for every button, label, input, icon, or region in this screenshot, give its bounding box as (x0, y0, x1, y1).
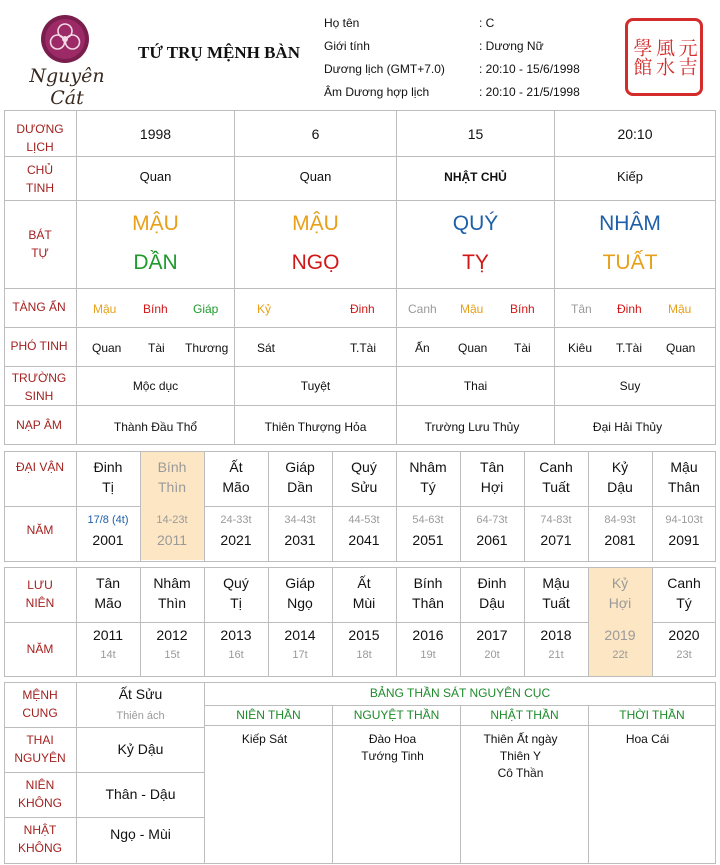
luu-nien-age[interactable]: 15t (164, 649, 180, 661)
pillar-hour-can: NHÂM (599, 212, 661, 235)
dai-van-can[interactable]: Quý (351, 459, 377, 475)
than-sat-item: Kiếp Sát (241, 732, 288, 746)
luu-nien-age[interactable]: 16t (228, 649, 244, 661)
pillar-year-can: MẬU (132, 212, 179, 235)
info-value: : C (479, 16, 495, 30)
luu-nien-age[interactable]: 18t (356, 649, 372, 661)
luu-nien-chi[interactable]: Mùi (352, 595, 376, 611)
pillar-day-nap-am: Trường Lưu Thủy (424, 420, 520, 434)
info-block (324, 16, 624, 108)
dai-van-can[interactable]: Tân (479, 459, 505, 475)
dai-van-age[interactable]: 34-43t (284, 514, 316, 526)
luu-nien-can[interactable]: Đinh (477, 575, 507, 591)
pillar-month-chi: NGỌ (291, 251, 340, 274)
tang-an-item: Bính (143, 302, 168, 316)
label-menh-cung: MỆNH CUNG (22, 688, 58, 720)
pillar-month-can: MẬU (292, 212, 339, 235)
luu-nien-chi[interactable]: Tuất (542, 595, 570, 611)
info-label: Dương lịch (GMT+7.0) (324, 62, 445, 76)
dai-van-can[interactable]: Kỷ (611, 459, 629, 475)
dai-van-chi[interactable]: Thìn (157, 479, 186, 495)
label-truong-sinh: TRƯỜNG SINH (11, 371, 67, 403)
than-sat-header: NHẬT THẦN (490, 708, 559, 722)
pillar-hour-duong-lich: 20:10 (617, 126, 653, 142)
pho-tinh-item: Tài (514, 341, 531, 355)
pillar-hour-truong-sinh: Suy (619, 379, 641, 393)
info-row (324, 62, 624, 85)
info-row (324, 16, 624, 39)
luu-nien-age[interactable]: 19t (420, 649, 436, 661)
label-nap-am: NẠP ÂM (16, 418, 62, 432)
nhat-khong-value: Ngọ - Mùi (110, 826, 171, 842)
info-value: : 20:10 - 21/5/1998 (479, 85, 580, 99)
luu-nien-chi[interactable]: Thân (412, 595, 444, 611)
than-sat-item: Cô Thần (497, 766, 544, 780)
dai-van-year[interactable]: 2061 (476, 532, 508, 548)
pillar-day-duong-lich: 15 (467, 126, 484, 142)
luu-nien-chi[interactable]: Tý (676, 595, 692, 611)
label-nam: NĂM (26, 523, 54, 537)
pho-tinh-item: Kiêu (568, 341, 593, 355)
luu-nien-year[interactable]: 2020 (668, 627, 700, 643)
luu-nien-year[interactable]: 2012 (156, 627, 188, 643)
tang-an-item: Canh (408, 302, 437, 316)
dai-van-chi[interactable]: Dậu (607, 479, 633, 495)
info-label: Họ tên (324, 16, 360, 30)
luu-nien-year[interactable]: 2018 (540, 627, 572, 643)
pho-tinh-item: Quan (92, 341, 122, 355)
luu-nien-can[interactable]: Giáp (285, 575, 315, 591)
thai-nguyen-value: Kỷ Dậu (117, 741, 164, 757)
dai-van-can[interactable]: Mậu (670, 459, 698, 475)
luu-nien-year[interactable]: 2019 (604, 627, 636, 643)
luu-nien-chi[interactable]: Mão (94, 595, 122, 611)
luu-nien-can[interactable]: Canh (667, 575, 701, 591)
label-tang-an: TÀNG ẨN (12, 300, 66, 314)
luu-nien-age[interactable]: 20t (484, 649, 500, 661)
luu-nien-can[interactable]: Kỷ (611, 575, 629, 591)
luu-nien-age[interactable]: 23t (676, 649, 692, 661)
brand-name: Nguyên Cát (29, 65, 105, 109)
dai-van-age[interactable]: 24-33t (220, 514, 252, 526)
luu-nien-age[interactable]: 14t (100, 649, 116, 661)
pho-tinh-item: Tài (148, 341, 165, 355)
label-luu-nien: LƯU NIÊN (25, 578, 55, 610)
dai-van-year[interactable]: 2091 (668, 532, 700, 548)
info-label: Giới tính (324, 39, 370, 53)
dai-van-age[interactable]: 74-83t (540, 514, 572, 526)
dai-van-age[interactable]: 44-53t (348, 514, 380, 526)
dai-van-year[interactable]: 2071 (540, 532, 572, 548)
info-label: Âm Dương hợp lịch (324, 85, 430, 99)
than-sat-item: Tướng Tinh (361, 749, 424, 763)
tang-an-item: Giáp (193, 302, 219, 316)
pillar-day-can: QUÝ (452, 212, 499, 235)
page-title: TỨ TRỤ MỆNH BÀN (138, 43, 300, 62)
tang-an-item: Bính (510, 302, 535, 316)
luu-nien-chi[interactable]: Ngọ (287, 595, 313, 611)
pillars-table (4, 110, 716, 445)
dai-van-chi[interactable]: Tị (102, 479, 114, 495)
luu-nien-year[interactable]: 2013 (220, 627, 252, 643)
than-sat-header: THỜI THẦN (619, 708, 685, 722)
tang-an-item: Đinh (350, 302, 375, 316)
dai-van-can[interactable]: Đinh (93, 459, 123, 475)
pillar-year-duong-lich: 1998 (139, 126, 172, 142)
info-value: : 20:10 - 15/6/1998 (479, 62, 580, 76)
label-nam: NĂM (26, 642, 54, 656)
dai-van-can[interactable]: Nhâm (409, 459, 447, 475)
luu-nien-chi[interactable]: Dậu (479, 595, 505, 611)
pho-tinh-item: Thương (185, 341, 229, 355)
label-dai-van: ĐẠI VẬN (15, 460, 64, 474)
dai-van-can[interactable]: Giáp (285, 459, 315, 475)
dai-van-chi[interactable]: Hợi (480, 479, 504, 495)
info-row (324, 39, 624, 62)
pillar-year-chi: DẦN (133, 251, 178, 274)
tang-an-item: Mậu (668, 302, 692, 316)
pillar-hour-chu-tinh: Kiếp (616, 169, 644, 184)
luu-nien-age[interactable]: 22t (612, 649, 628, 661)
nien-khong-value: Thân - Dậu (105, 786, 176, 802)
luu-nien-can[interactable]: Tân (95, 575, 121, 591)
pillar-day-truong-sinh: Thai (463, 379, 488, 393)
luu-nien-year[interactable]: 2011 (92, 627, 124, 643)
than-sat-item: Thiên Y (499, 749, 542, 763)
dai-van-chi[interactable]: Tý (420, 479, 436, 495)
label-thai-nguyen: THAI NGUYÊN (14, 733, 66, 765)
pho-tinh-item: Sát (257, 341, 276, 355)
dai-van-chi[interactable]: Dần (287, 479, 313, 495)
dai-van-age[interactable]: 84-93t (604, 514, 636, 526)
dai-van-year[interactable]: 2031 (284, 532, 316, 548)
luu-nien-year[interactable]: 2014 (284, 627, 316, 643)
logo (40, 14, 90, 64)
dai-van-age[interactable]: 54-63t (412, 514, 444, 526)
dai-van-age[interactable]: 94-103t (665, 514, 703, 526)
pillar-month-duong-lich: 6 (311, 126, 320, 142)
menh-cung-value: Ất Sửu (118, 686, 163, 702)
pho-tinh-item: Ấn (415, 341, 430, 355)
pillar-year-truong-sinh: Mộc dục (132, 379, 179, 393)
dai-van-can[interactable]: Ất (229, 459, 243, 475)
tang-an-item: Mậu (93, 302, 117, 316)
seal-text: 學館 (630, 38, 653, 76)
logo-flower-icon (40, 14, 90, 64)
label-nien-khong: NIÊN KHÔNG (17, 778, 62, 810)
dai-van-age[interactable]: 14-23t (156, 514, 188, 526)
pillar-month-truong-sinh: Tuyệt (300, 379, 331, 393)
luu-nien-can[interactable]: Ất (357, 575, 371, 591)
tang-an-item: Kỷ (257, 302, 272, 316)
info-row (324, 85, 624, 108)
pillar-hour-nap-am: Đại Hải Thủy (592, 420, 663, 434)
tang-an-item: Đinh (617, 302, 642, 316)
dai-van-can[interactable]: Bính (157, 459, 187, 475)
tang-an-item: Tân (571, 302, 592, 316)
luu-nien-age[interactable]: 21t (548, 649, 564, 661)
dai-van-age[interactable]: 64-73t (476, 514, 508, 526)
pillar-month-chu-tinh: Quan (299, 169, 332, 184)
luu-nien-can[interactable]: Mậu (542, 575, 570, 591)
pillar-year-nap-am: Thành Đầu Thổ (113, 420, 198, 434)
luu-nien-can[interactable]: Quý (223, 575, 249, 591)
luu-nien-can[interactable]: Bính (413, 575, 443, 591)
label-duong-lich: DƯƠNG LỊCH (16, 122, 64, 154)
dai-van-chi[interactable]: Sửu (350, 479, 378, 495)
luu-nien-year[interactable]: 2016 (412, 627, 444, 643)
dai-van-age[interactable]: 17/8 (4t) (87, 514, 129, 526)
than-sat-item: Hoa Cái (625, 732, 670, 746)
pho-tinh-item: T.Tài (616, 341, 643, 355)
dai-van-year[interactable]: 2001 (92, 532, 124, 548)
pillar-hour-chi: TUẤT (602, 251, 658, 274)
pillar-month-nap-am: Thiên Thượng Hỏa (264, 420, 367, 434)
luu-nien-year[interactable]: 2015 (348, 627, 380, 643)
than-sat-item: Đào Hoa (368, 732, 417, 746)
luu-nien-chi[interactable]: Thìn (157, 595, 186, 611)
menh-cung-sub: Thiên ách (116, 710, 165, 722)
luu-nien-age[interactable]: 17t (292, 649, 308, 661)
label-bat-tu: BÁT TỰ (28, 228, 52, 260)
than-sat-header: NIÊN THẦN (236, 708, 301, 722)
than-sat-item: Thiên Ất ngày (483, 732, 558, 746)
dai-van-year[interactable]: 2011 (156, 532, 188, 548)
seal-text: 風水 (652, 38, 675, 76)
dai-van-year[interactable]: 2041 (348, 532, 380, 548)
dai-van-year[interactable]: 2021 (220, 532, 252, 548)
luu-nien-can[interactable]: Nhâm (153, 575, 191, 591)
dai-van-chi[interactable]: Tuất (542, 479, 570, 495)
label-chu-tinh: CHỦ TINH (26, 163, 54, 195)
seal-stamp (625, 18, 703, 96)
dai-van-year[interactable]: 2081 (604, 532, 636, 548)
than-sat-header: NGUYỆT THẦN (353, 708, 440, 722)
dai-van-can[interactable]: Canh (539, 459, 573, 475)
dai-van-chi[interactable]: Thân (668, 479, 700, 495)
info-value: : Dương Nữ (479, 39, 544, 53)
seal-text: 元吉 (675, 38, 698, 76)
tang-an-item: Mậu (460, 302, 484, 316)
luu-nien-chi[interactable]: Tị (230, 595, 242, 611)
pillar-year-chu-tinh: Quan (139, 169, 172, 184)
label-pho-tinh: PHÓ TINH (10, 339, 68, 353)
luu-nien-chi[interactable]: Hợi (608, 595, 632, 611)
pillar-day-chi: TỴ (462, 251, 489, 274)
dai-van-chi[interactable]: Mão (222, 479, 250, 495)
label-nhat-khong: NHẬT KHÔNG (17, 823, 62, 855)
than-sat-title: BẢNG THẦN SÁT NGUYÊN CỤC (369, 686, 551, 700)
pho-tinh-item: Quan (666, 341, 696, 355)
luu-nien-year[interactable]: 2017 (476, 627, 508, 643)
pillar-day-chu-tinh: NHẬT CHỦ (444, 170, 507, 184)
dai-van-year[interactable]: 2051 (412, 532, 444, 548)
pho-tinh-item: Quan (458, 341, 488, 355)
pho-tinh-item: T.Tài (350, 341, 377, 355)
